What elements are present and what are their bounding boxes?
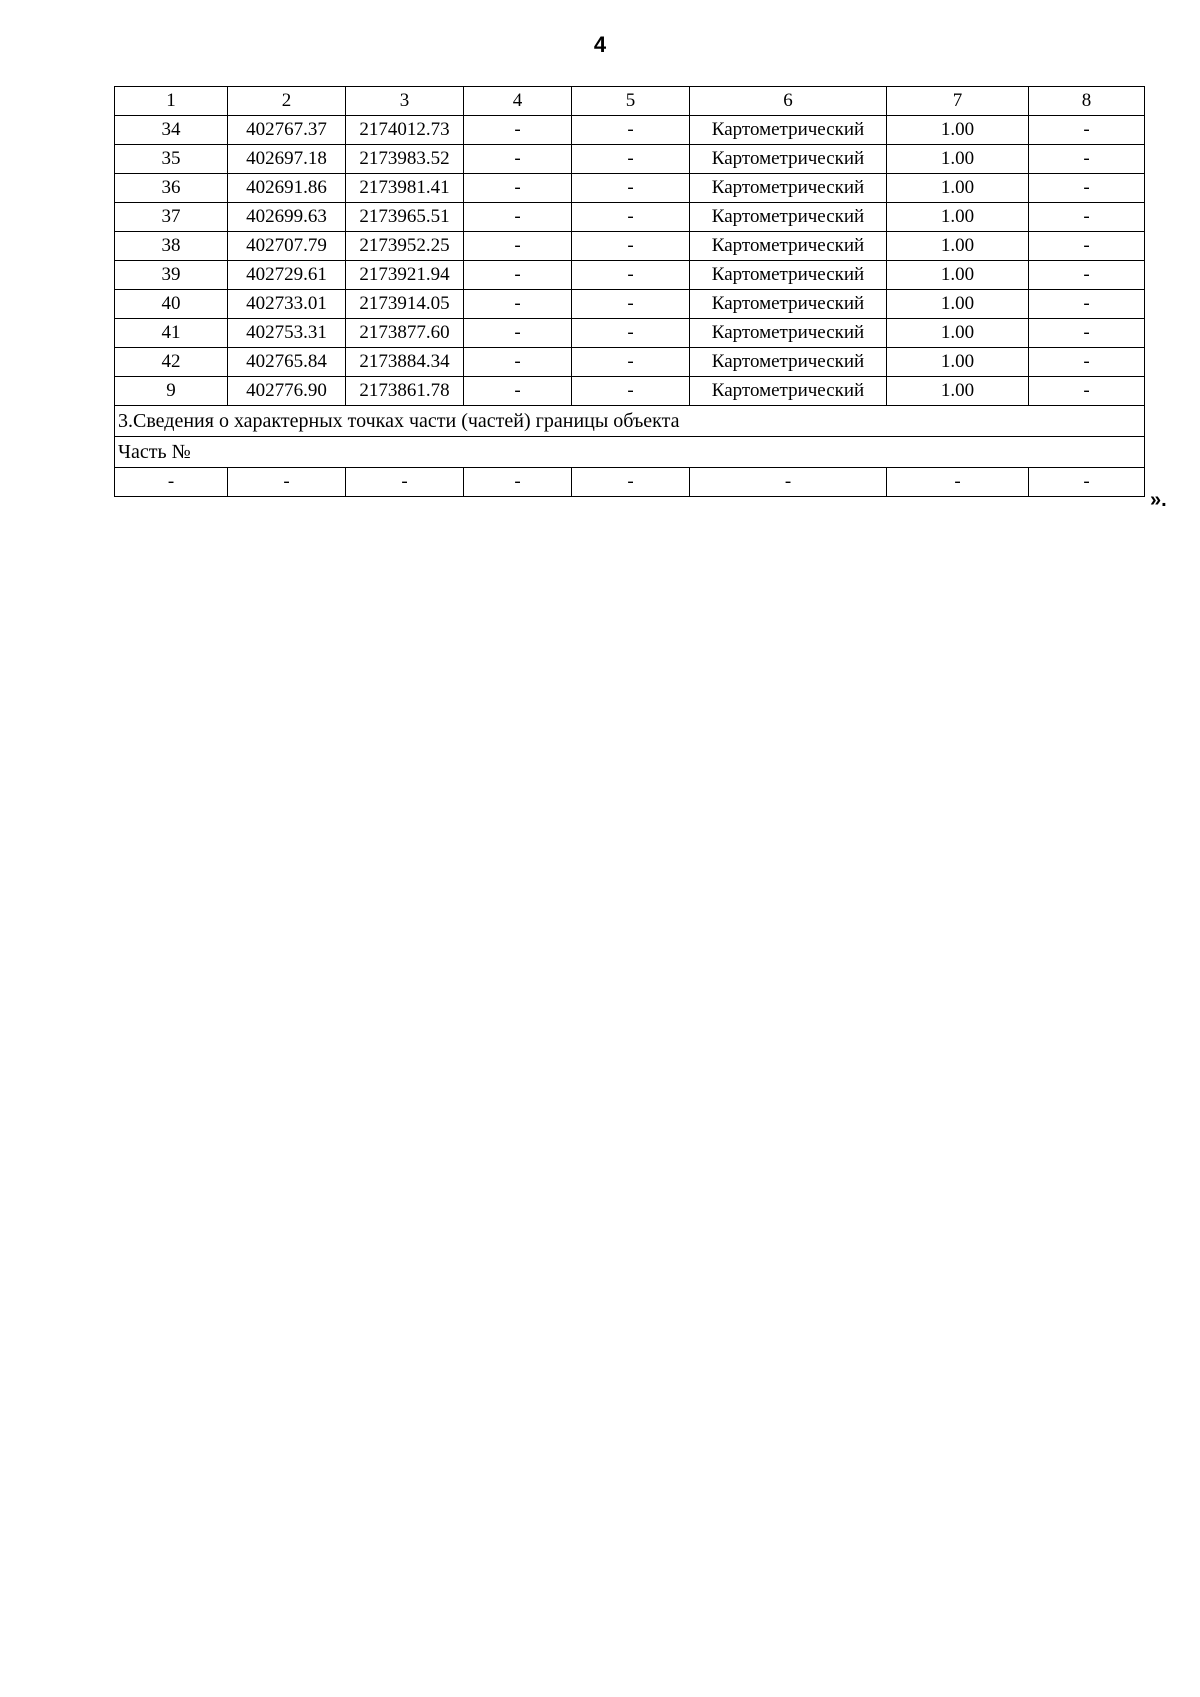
method-cell: Картометрический	[690, 116, 887, 145]
col5-cell: -	[572, 377, 690, 406]
col8-cell: -	[1029, 261, 1145, 290]
col5-cell: -	[572, 116, 690, 145]
coord-x-cell: 402699.63	[228, 203, 346, 232]
point-number-cell: 42	[115, 348, 228, 377]
section-title-row	[115, 406, 1145, 437]
header-cell-5: 5	[572, 87, 690, 116]
coord-y-cell: 2173981.41	[346, 174, 464, 203]
point-number-cell: 35	[115, 145, 228, 174]
empty-data-row	[115, 468, 1145, 497]
col5-cell: -	[572, 261, 690, 290]
coord-y-cell: 2173965.51	[346, 203, 464, 232]
point-number-cell: 34	[115, 116, 228, 145]
point-number-cell: 39	[115, 261, 228, 290]
method-cell: Картометрический	[690, 290, 887, 319]
point-number-cell: 38	[115, 232, 228, 261]
col8-cell: -	[1029, 232, 1145, 261]
accuracy-cell: 1.00	[887, 145, 1029, 174]
empty-cell: -	[1029, 468, 1145, 497]
table-row	[115, 290, 1145, 319]
table-row	[115, 261, 1145, 290]
col8-cell: -	[1029, 145, 1145, 174]
empty-cell: -	[115, 468, 228, 497]
coord-x-cell: 402776.90	[228, 377, 346, 406]
coord-y-cell: 2173983.52	[346, 145, 464, 174]
accuracy-cell: 1.00	[887, 116, 1029, 145]
col5-cell: -	[572, 145, 690, 174]
coord-x-cell: 402729.61	[228, 261, 346, 290]
coord-y-cell: 2173921.94	[346, 261, 464, 290]
empty-cell: -	[346, 468, 464, 497]
coord-x-cell: 402691.86	[228, 174, 346, 203]
point-number-cell: 36	[115, 174, 228, 203]
header-cell-4: 4	[464, 87, 572, 116]
table-row	[115, 377, 1145, 406]
header-cell-2: 2	[228, 87, 346, 116]
table-body	[115, 87, 1145, 497]
closing-quote-mark: ».	[1150, 489, 1167, 511]
header-cell-7: 7	[887, 87, 1029, 116]
accuracy-cell: 1.00	[887, 290, 1029, 319]
empty-cell: -	[887, 468, 1029, 497]
method-cell: Картометрический	[690, 145, 887, 174]
method-cell: Картометрический	[690, 174, 887, 203]
col5-cell: -	[572, 174, 690, 203]
coordinates-table	[114, 86, 1145, 497]
table-row	[115, 348, 1145, 377]
page-number: 4	[593, 32, 607, 57]
coord-y-cell: 2173914.05	[346, 290, 464, 319]
col4-cell: -	[464, 232, 572, 261]
coord-y-cell: 2173884.34	[346, 348, 464, 377]
part-label: Часть №	[115, 437, 1145, 468]
table-row	[115, 203, 1145, 232]
table-row	[115, 232, 1145, 261]
coord-x-cell: 402767.37	[228, 116, 346, 145]
point-number-cell: 37	[115, 203, 228, 232]
coord-x-cell: 402697.18	[228, 145, 346, 174]
coord-x-cell: 402733.01	[228, 290, 346, 319]
col4-cell: -	[464, 116, 572, 145]
table-row	[115, 174, 1145, 203]
part-label-row	[115, 437, 1145, 468]
accuracy-cell: 1.00	[887, 232, 1029, 261]
col5-cell: -	[572, 319, 690, 348]
coord-x-cell: 402765.84	[228, 348, 346, 377]
coord-y-cell: 2173952.25	[346, 232, 464, 261]
table-row	[115, 145, 1145, 174]
col4-cell: -	[464, 319, 572, 348]
empty-cell: -	[572, 468, 690, 497]
point-number-cell: 40	[115, 290, 228, 319]
coord-x-cell: 402707.79	[228, 232, 346, 261]
col8-cell: -	[1029, 319, 1145, 348]
col8-cell: -	[1029, 348, 1145, 377]
col8-cell: -	[1029, 116, 1145, 145]
coord-y-cell: 2174012.73	[346, 116, 464, 145]
col8-cell: -	[1029, 290, 1145, 319]
table-row	[115, 319, 1145, 348]
section-title: 3.Сведения о характерных точках части (частей) границы объекта	[115, 406, 1145, 437]
col4-cell: -	[464, 174, 572, 203]
col8-cell: -	[1029, 203, 1145, 232]
empty-cell: -	[228, 468, 346, 497]
col4-cell: -	[464, 261, 572, 290]
method-cell: Картометрический	[690, 203, 887, 232]
header-cell-6: 6	[690, 87, 887, 116]
method-cell: Картометрический	[690, 348, 887, 377]
method-cell: Картометрический	[690, 232, 887, 261]
col5-cell: -	[572, 203, 690, 232]
col8-cell: -	[1029, 377, 1145, 406]
method-cell: Картометрический	[690, 261, 887, 290]
coordinates-table-container	[114, 86, 1144, 497]
col5-cell: -	[572, 348, 690, 377]
empty-cell: -	[690, 468, 887, 497]
accuracy-cell: 1.00	[887, 377, 1029, 406]
accuracy-cell: 1.00	[887, 261, 1029, 290]
header-cell-3: 3	[346, 87, 464, 116]
coord-x-cell: 402753.31	[228, 319, 346, 348]
col5-cell: -	[572, 232, 690, 261]
header-cell-8: 8	[1029, 87, 1145, 116]
col4-cell: -	[464, 377, 572, 406]
col4-cell: -	[464, 145, 572, 174]
col5-cell: -	[572, 290, 690, 319]
accuracy-cell: 1.00	[887, 174, 1029, 203]
empty-cell: -	[464, 468, 572, 497]
table-row	[115, 116, 1145, 145]
table-header-row	[115, 87, 1145, 116]
accuracy-cell: 1.00	[887, 203, 1029, 232]
col4-cell: -	[464, 203, 572, 232]
accuracy-cell: 1.00	[887, 319, 1029, 348]
col8-cell: -	[1029, 174, 1145, 203]
col4-cell: -	[464, 348, 572, 377]
coord-y-cell: 2173861.78	[346, 377, 464, 406]
coord-y-cell: 2173877.60	[346, 319, 464, 348]
method-cell: Картометрический	[690, 377, 887, 406]
point-number-cell: 9	[115, 377, 228, 406]
method-cell: Картометрический	[690, 319, 887, 348]
point-number-cell: 41	[115, 319, 228, 348]
accuracy-cell: 1.00	[887, 348, 1029, 377]
header-cell-1: 1	[115, 87, 228, 116]
col4-cell: -	[464, 290, 572, 319]
